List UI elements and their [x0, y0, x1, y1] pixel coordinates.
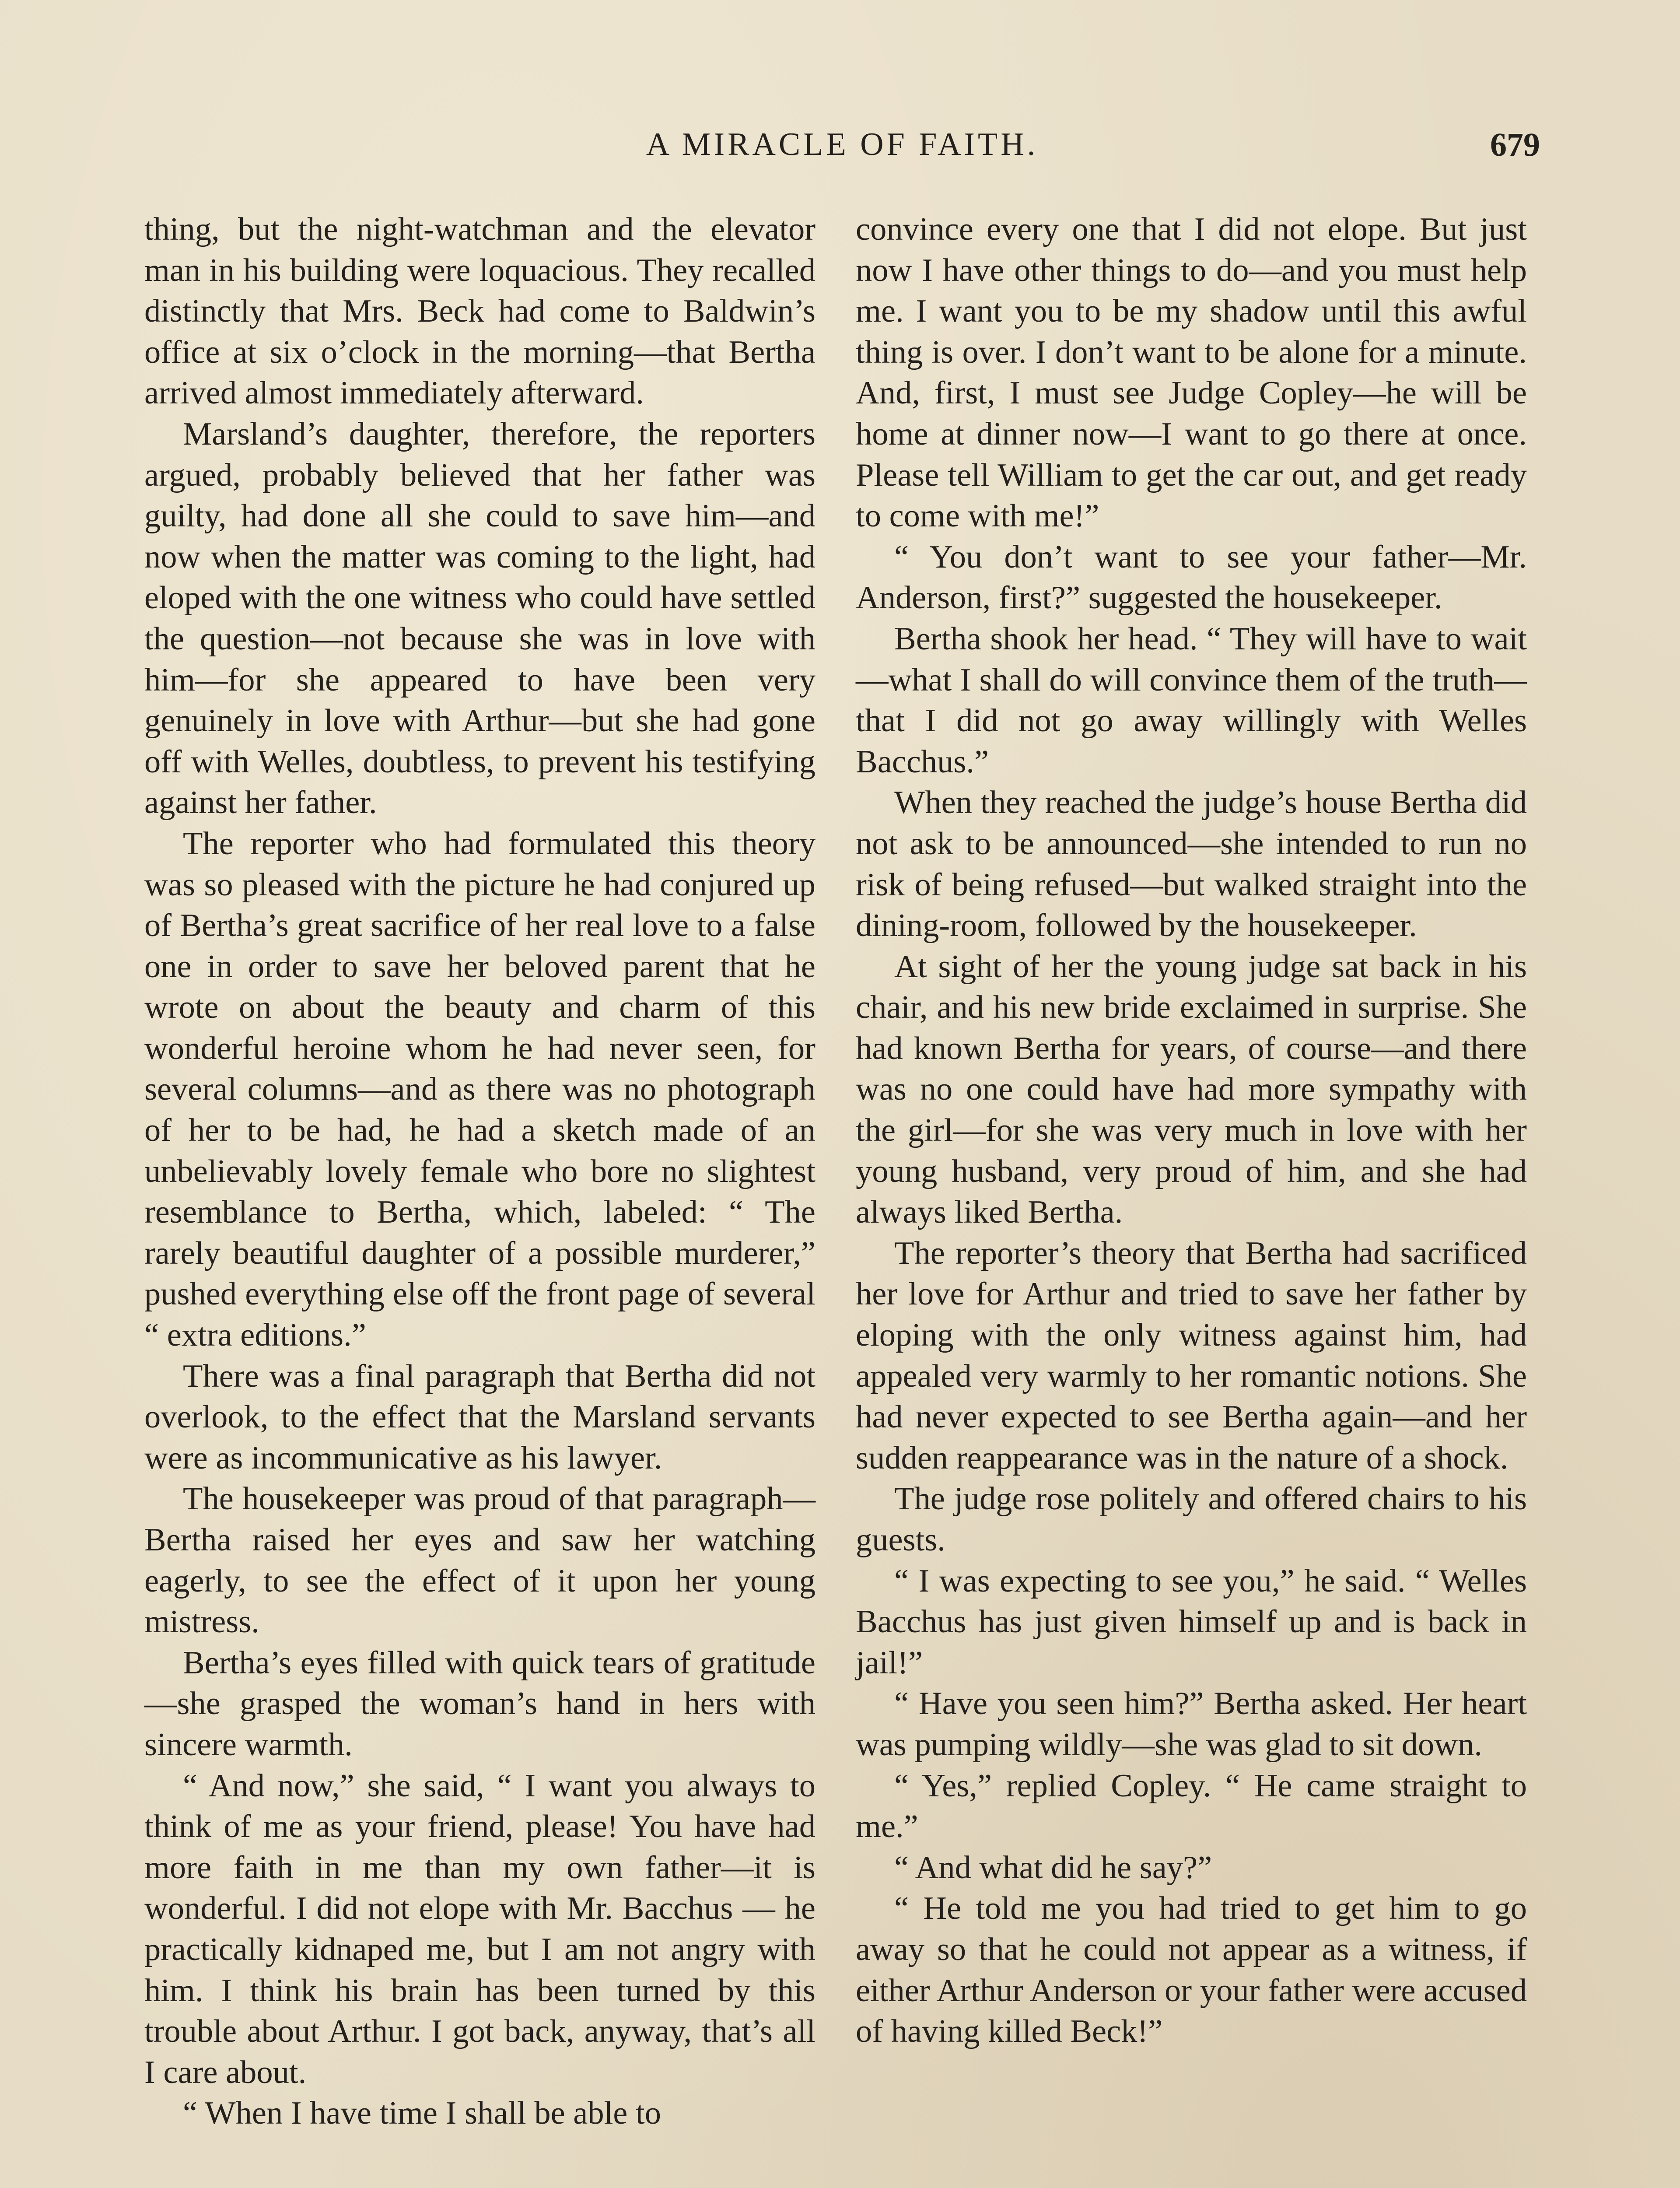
- paragraph: Bertha shook her head. “ They will have to wait—what I shall do will convince them of the truth—that I did not go away willingly with Welles Bacchus.”: [856, 621, 1527, 780]
- paragraph: At sight of her the young judge sat back in his chair, and his new bride exclaimed in surprise. She had known Bertha for years, of course—and there was no one could have had more sympathy with the girl—for she was very much in love with her young husband, very proud of him, and she had always liked Bertha.: [856, 948, 1527, 1231]
- paragraph: The reporter’s theory that Bertha had sacrificed her love for Arthur and tried to save her father by eloping with the only witness against him, had appealed very warmly to her romantic notions. She had never expected to see Bertha again—and her sudden reappearance was in the nature of a shock.: [856, 1235, 1527, 1476]
- running-header: [144, 126, 1540, 179]
- paragraph: “ And now,” she said, “ I want you always to think of me as your friend, please! You have had more faith in me than my own father—it is wonderful. I did not elope with Mr. Bacchus — he practically kidnaped me, but I am not angry with him. I think his brain has been turned by this trouble about Arthur. I got back, anyway, that’s all I care about.: [144, 1767, 816, 2090]
- paragraph: “ And what did he say?”: [894, 1849, 1212, 1886]
- paragraph: Bertha’s eyes filled with quick tears of gratitude—she grasped the woman’s hand in hers with sincere warmth.: [144, 1645, 816, 1763]
- paragraph: convince every one that I did not elope. But just now I have other things to do—and you must help me. I want you to be my shadow until this awful thing is over. I don’t want to be alone for a minute. And, first, I must see Judge Copley—he will be home at dinner now—I want to go there at once. Please tell William to get the car out, and get ready to come with me!”: [856, 211, 1527, 534]
- paragraph: The housekeeper was proud of that paragraph—Bertha raised her eyes and saw her watching eagerly, to see the effect of it upon her young mistress.: [144, 1481, 816, 1640]
- paragraph: The judge rose politely and offered chairs to his guests.: [856, 1481, 1527, 1558]
- paragraph: When they reached the judge’s house Bertha did not ask to be announced—she intended to run no risk of being refused—but walked straight into the dining-room, followed by the housekeeper.: [856, 785, 1527, 944]
- paragraph: “ Yes,” replied Copley. “ He came straight to me.”: [856, 1767, 1527, 1845]
- right-column: [856, 209, 1527, 2052]
- page-number: 679: [1490, 126, 1540, 163]
- paragraph: “ When I have time I shall be able to: [183, 2095, 661, 2132]
- paragraph: “ You don’t want to see your father—Mr. Anderson, first?” suggested the housekeeper.: [856, 539, 1527, 616]
- paragraph: thing, but the night-watchman and the elevator man in his building were loquacious. They recalled distinctly that Mrs. Beck had come to Baldwin’s office at six o’clock in the morning—that Bertha arrived almost immediately afterward.: [144, 211, 816, 411]
- running-title: A MIRACLE OF FAITH.: [646, 126, 1039, 162]
- paragraph: There was a final paragraph that Bertha did not overlook, to the effect that the Marsland servants were as incommunicative as his lawyer.: [144, 1358, 816, 1476]
- paragraph: “ He told me you had tried to get him to go away so that he could not appear as a witness, if either Arthur Anderson or your father were accused of having killed Beck!”: [856, 1890, 1527, 2050]
- paragraph: Marsland’s daughter, therefore, the reporters argued, probably believed that her father was guilty, had done all she could to save him—and now when the matter was coming to the light, had eloped with the one witness who could have settled the question—not because she was in love with him—for she appeared to have been very genuinely in love with Arthur—but she had gone off with Welles, doubtless, to prevent his testifying against her father.: [144, 416, 816, 821]
- paragraph: “ Have you seen him?” Bertha asked. Her heart was pumping wildly—she was glad to sit down.: [856, 1686, 1527, 1763]
- paragraph: The reporter who had formulated this theory was so pleased with the picture he had conjured up of Bertha’s great sacrifice of her real love to a false one in order to save her beloved parent that he wrote on about the beauty and charm of this wonderful heroine whom he had never seen, for several columns—and as there was no photograph of her to be had, he had a sketch made of an unbelievably lovely female who bore no slightest resemblance to Bertha, which, labeled: “ The rarely beautiful daughter of a possible murderer,” pushed everything else off the front page of several “ extra editions.”: [144, 825, 816, 1353]
- paragraph: “ I was expecting to see you,” he said. “ Welles Bacchus has just given himself up and is back in jail!”: [856, 1563, 1527, 1681]
- left-column: [144, 209, 816, 2134]
